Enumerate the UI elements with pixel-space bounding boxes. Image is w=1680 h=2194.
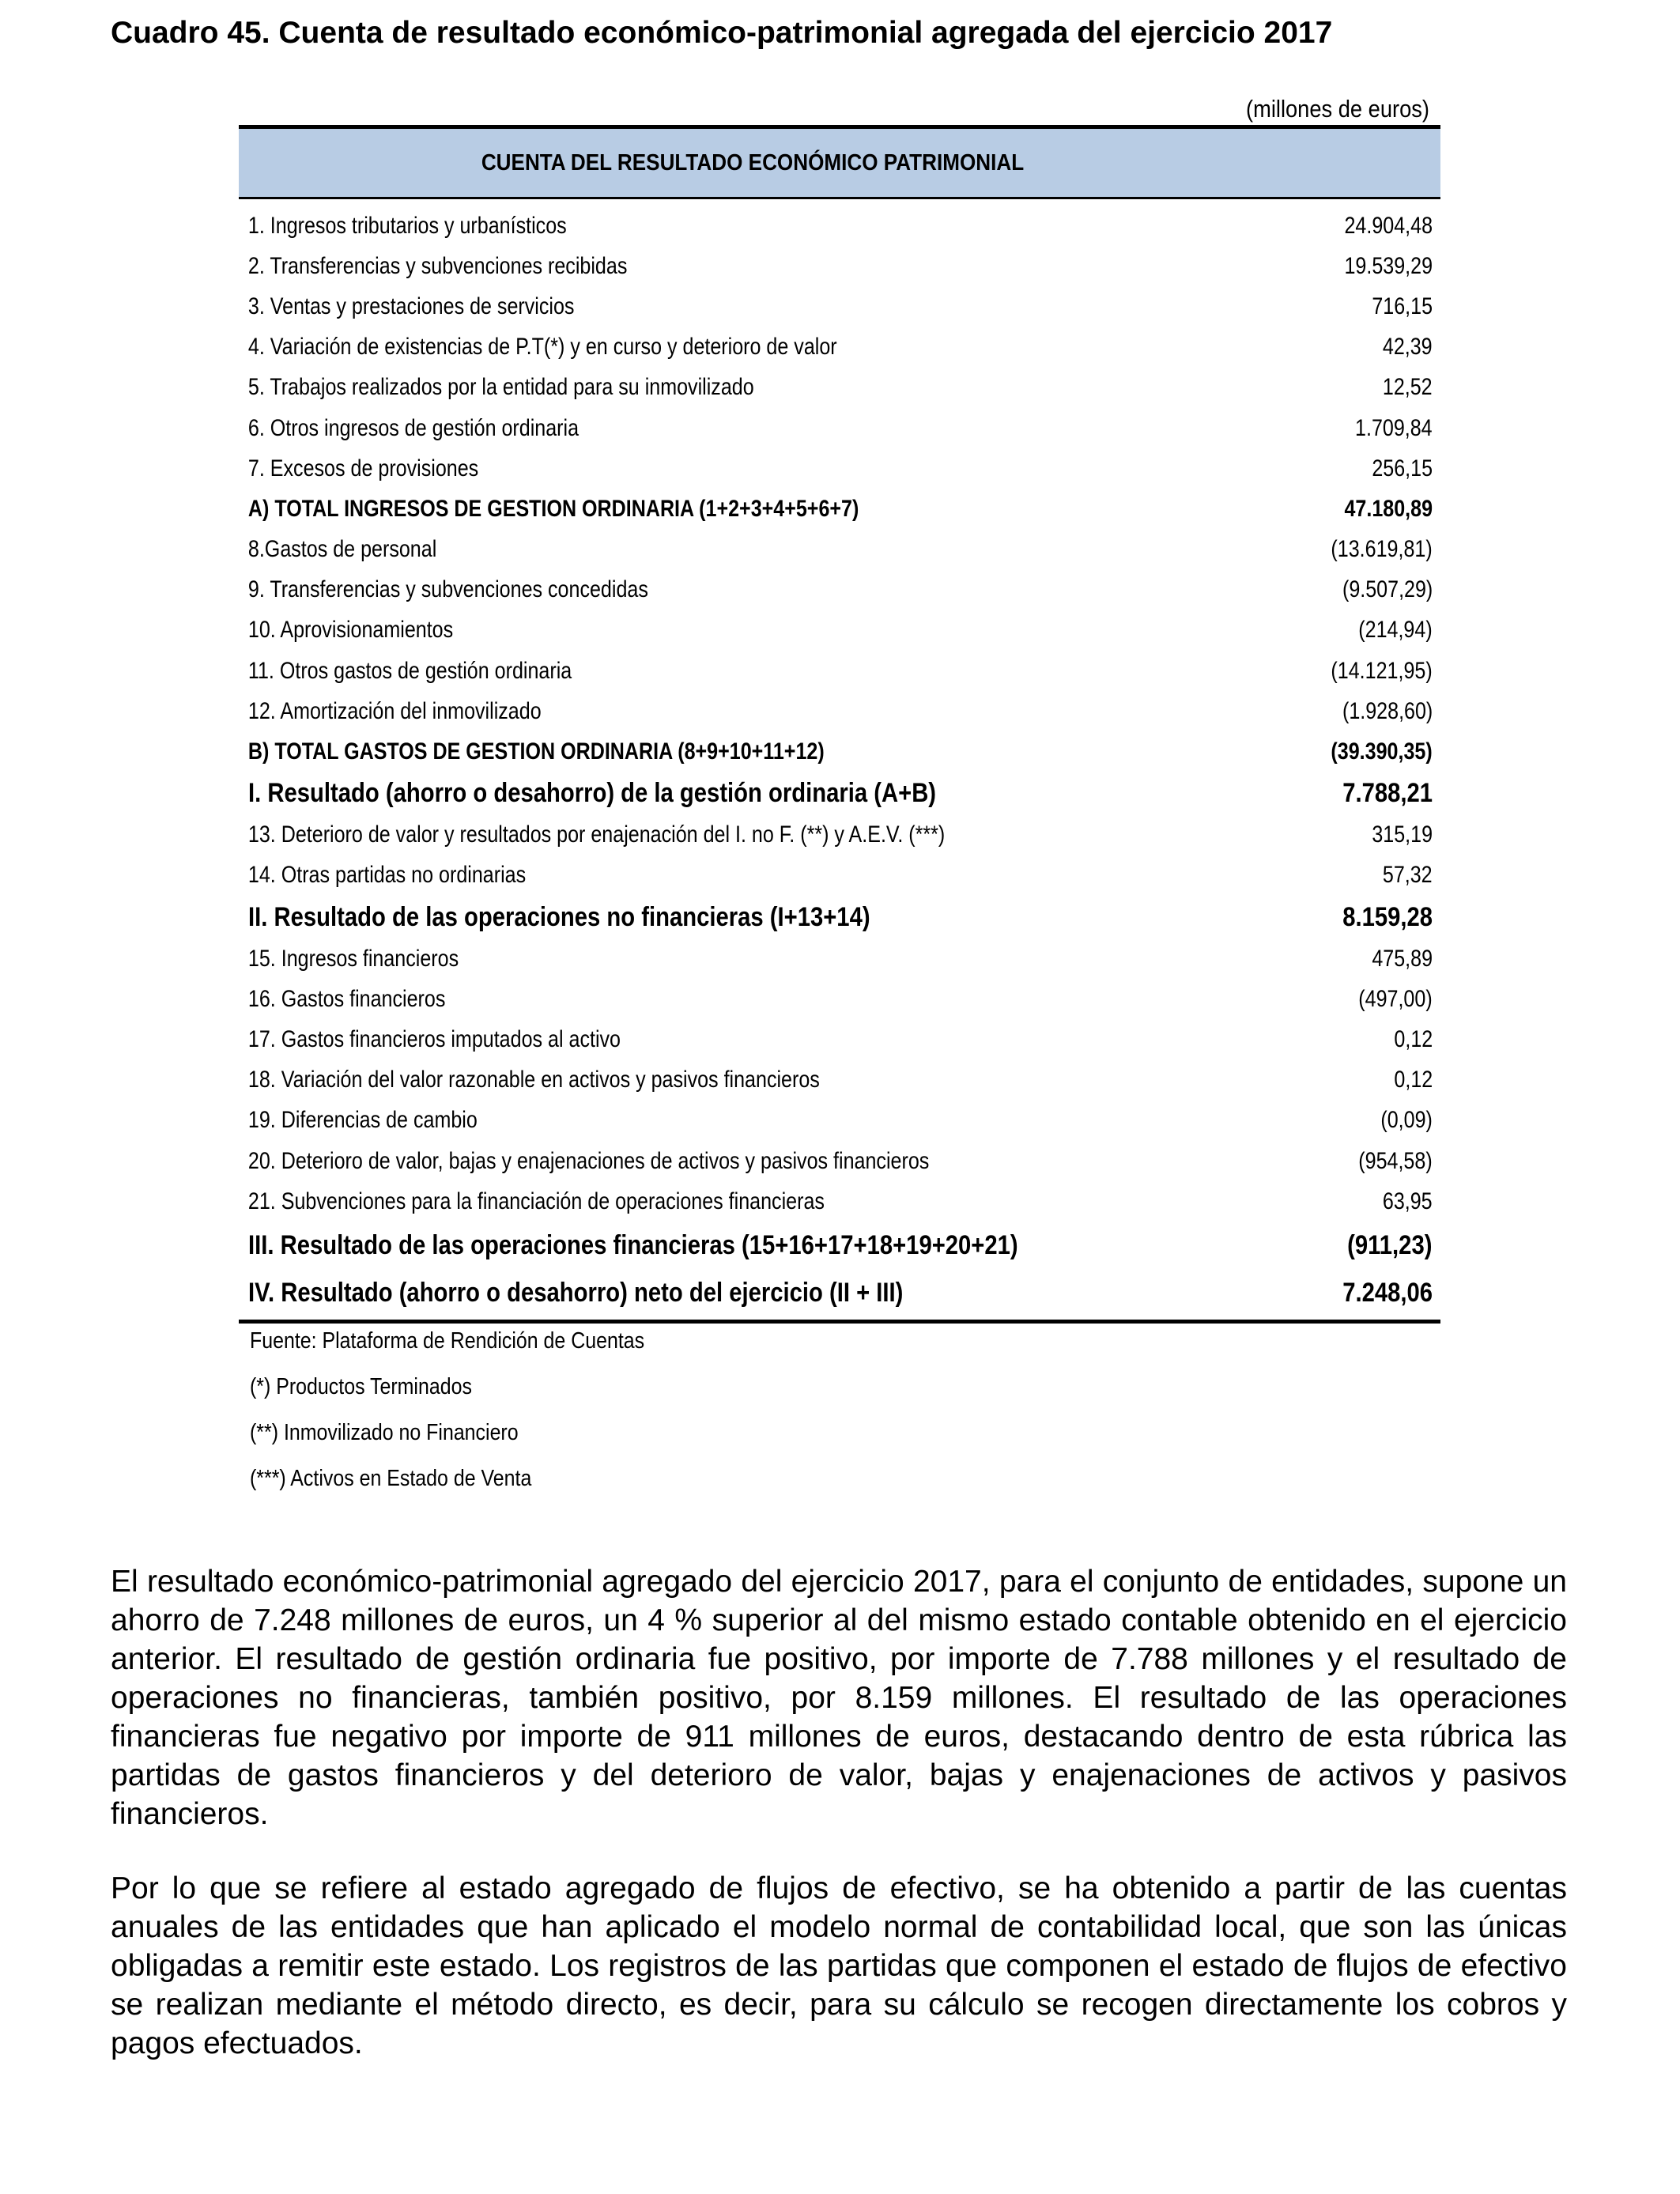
row-value: 7.248,06 xyxy=(1342,1277,1433,1308)
row-value: (954,58) xyxy=(1358,1147,1433,1174)
table-bottom-rule xyxy=(239,1320,1440,1324)
row-label: 19. Diferencias de cambio xyxy=(247,1107,478,1134)
row-label: 3. Ventas y prestaciones de servicios xyxy=(247,293,575,319)
row-label: 9. Transferencias y subvenciones concedidas xyxy=(247,576,648,603)
row-label: 1. Ingresos tributarios y urbanísticos xyxy=(247,212,567,239)
table-row xyxy=(239,1222,1440,1269)
row-value: 57,32 xyxy=(1383,862,1433,889)
row-label: 13. Deterioro de valor y resultados por enajenación del I. no F. (**) y A.E.V. (***) xyxy=(247,821,946,848)
row-label: B) TOTAL GASTOS DE GESTION ORDINARIA (8+9+10+11+12) xyxy=(247,738,825,765)
row-label: 14. Otras partidas no ordinarias xyxy=(247,862,527,889)
row-value: 0,12 xyxy=(1393,1067,1433,1093)
row-value: 716,15 xyxy=(1372,293,1433,319)
row-label: 6. Otros ingresos de gestión ordinaria xyxy=(247,414,580,441)
table-row xyxy=(239,448,1440,489)
row-value: 19.539,29 xyxy=(1344,252,1433,279)
row-label: 16. Gastos financieros xyxy=(247,985,446,1012)
table-row xyxy=(239,855,1440,896)
row-value: 8.159,28 xyxy=(1342,901,1433,932)
row-value: (9.507,29) xyxy=(1342,576,1433,603)
row-label: 15. Ingresos financieros xyxy=(247,945,459,972)
row-label: 2. Transferencias y subvenciones recibidas xyxy=(247,252,628,279)
row-value: 0,12 xyxy=(1393,1025,1433,1052)
row-value: 47.180,89 xyxy=(1344,495,1433,522)
table-row xyxy=(239,1060,1440,1101)
row-label: 20. Deterioro de valor, bajas y enajenaciones de activos y pasivos financieros xyxy=(247,1147,930,1174)
table-row xyxy=(239,979,1440,1019)
table-caption: Cuadro 45. Cuenta de resultado económico-patrimonial agregada del ejercicio 2017 xyxy=(111,16,1333,50)
table-header-title: CUENTA DEL RESULTADO ECONÓMICO PATRIMONIAL xyxy=(481,149,1025,176)
row-label: I. Resultado (ahorro o desahorro) de la gestión ordinaria (A+B) xyxy=(248,778,937,809)
table-row xyxy=(239,772,1440,815)
row-value: (911,23) xyxy=(1347,1229,1433,1260)
row-value: 12,52 xyxy=(1383,374,1433,401)
footnote: (***) Activos en Estado de Venta xyxy=(250,1466,532,1492)
row-label: 5. Trabajos realizados por la entidad para su inmovilizado xyxy=(247,374,754,401)
row-value: (497,00) xyxy=(1358,985,1433,1012)
row-value: 315,19 xyxy=(1372,821,1433,848)
table-row xyxy=(239,570,1440,610)
table-row xyxy=(239,691,1440,731)
row-value: 475,89 xyxy=(1372,945,1433,972)
row-value: 1.709,84 xyxy=(1355,414,1433,441)
row-label: 21. Subvenciones para la financiación de operaciones financieras xyxy=(247,1188,825,1214)
table-row xyxy=(239,246,1440,286)
table-row xyxy=(239,896,1440,938)
source-note: Fuente: Plataforma de Rendición de Cuentas xyxy=(250,1328,645,1354)
row-value: (214,94) xyxy=(1358,617,1433,644)
row-label: 4. Variación de existencias de P.T(*) y en curso y deterioro de valor xyxy=(247,334,837,361)
row-value: 7.788,21 xyxy=(1342,778,1433,809)
row-value: (0,09) xyxy=(1380,1107,1433,1134)
body-paragraph: El resultado económico-patrimonial agregado del ejercicio 2017, para el conjunto de entidades, supone un ahorro de 7.248 millones de euros, un 4 % superior al del mismo estado contable obtenido en el ejercicio anterior. El resultado de gestión ordinaria fue positivo, por importe de 7.788 millones y el resultado de operaciones no financieras, también positivo, por 8.159 millones. El resultado de las operaciones financieras fue negativo por importe de 911 millones de euros, destacando dentro de esta rúbrica las partidas de gastos financieros y del deterioro de valor, bajas y enajenaciones de activos y pasivos financieros. xyxy=(111,1565,1567,1831)
table-row xyxy=(239,327,1440,368)
table-row xyxy=(239,408,1440,448)
row-value: (13.619,81) xyxy=(1331,536,1433,563)
table-row xyxy=(239,610,1440,651)
row-value: (39.390,35) xyxy=(1331,738,1433,765)
row-value: 24.904,48 xyxy=(1344,212,1433,239)
table-row xyxy=(239,1141,1440,1181)
table-notes xyxy=(239,1328,1440,1504)
row-label: III. Resultado de las operaciones financieras (15+16+17+18+19+20+21) xyxy=(248,1229,1018,1260)
table-row xyxy=(239,1019,1440,1059)
row-value: 256,15 xyxy=(1372,455,1433,481)
table-row xyxy=(239,1269,1440,1316)
table-row xyxy=(239,1181,1440,1222)
row-value: 42,39 xyxy=(1383,334,1433,361)
row-label: 7. Excesos de provisiones xyxy=(247,455,479,481)
row-label: 17. Gastos financieros imputados al activo xyxy=(247,1025,621,1052)
table-row xyxy=(239,815,1440,855)
unit-note: (millones de euros) xyxy=(1246,95,1429,123)
row-label: IV. Resultado (ahorro o desahorro) neto del ejercicio (II + III) xyxy=(248,1277,904,1308)
body-paragraph: Por lo que se refiere al estado agregado de flujos de efectivo, se ha obtenido a partir de las cuentas anuales de las entidades que han aplicado el modelo normal de contabilidad local, que son las únicas obligadas a remitir este estado. Los registros de las partidas que componen el estado de flujos de efectivo se realizan mediante el método directo, es decir, para su cálculo se recogen directamente los cobros y pagos efectuados. xyxy=(111,1871,1567,2060)
row-label: A) TOTAL INGRESOS DE GESTION ORDINARIA (1+2+3+4+5+6+7) xyxy=(247,495,859,522)
table-row xyxy=(239,731,1440,772)
table-row xyxy=(239,368,1440,408)
row-value: (14.121,95) xyxy=(1331,657,1433,684)
footnote: (**) Inmovilizado no Financiero xyxy=(250,1420,519,1446)
row-label: 10. Aprovisionamientos xyxy=(247,617,454,644)
table-row xyxy=(239,938,1440,979)
table-row xyxy=(239,651,1440,691)
table-row xyxy=(239,1101,1440,1141)
table-header xyxy=(239,129,1440,199)
row-label: 18. Variación del valor razonable en activos y pasivos financieros xyxy=(247,1067,820,1093)
row-label: 11. Otros gastos de gestión ordinaria xyxy=(247,657,572,684)
table-row xyxy=(239,206,1440,246)
table-row xyxy=(239,286,1440,327)
row-label: II. Resultado de las operaciones no financieras (I+13+14) xyxy=(248,901,870,932)
table-row xyxy=(239,489,1440,529)
row-value: 63,95 xyxy=(1383,1188,1433,1214)
row-value: (1.928,60) xyxy=(1342,697,1433,724)
row-label: 8.Gastos de personal xyxy=(247,536,437,563)
results-table xyxy=(239,125,1440,1504)
table-row xyxy=(239,530,1440,570)
table-body xyxy=(239,199,1440,1316)
row-label: 12. Amortización del inmovilizado xyxy=(247,697,542,724)
footnote: (*) Productos Terminados xyxy=(250,1374,472,1400)
